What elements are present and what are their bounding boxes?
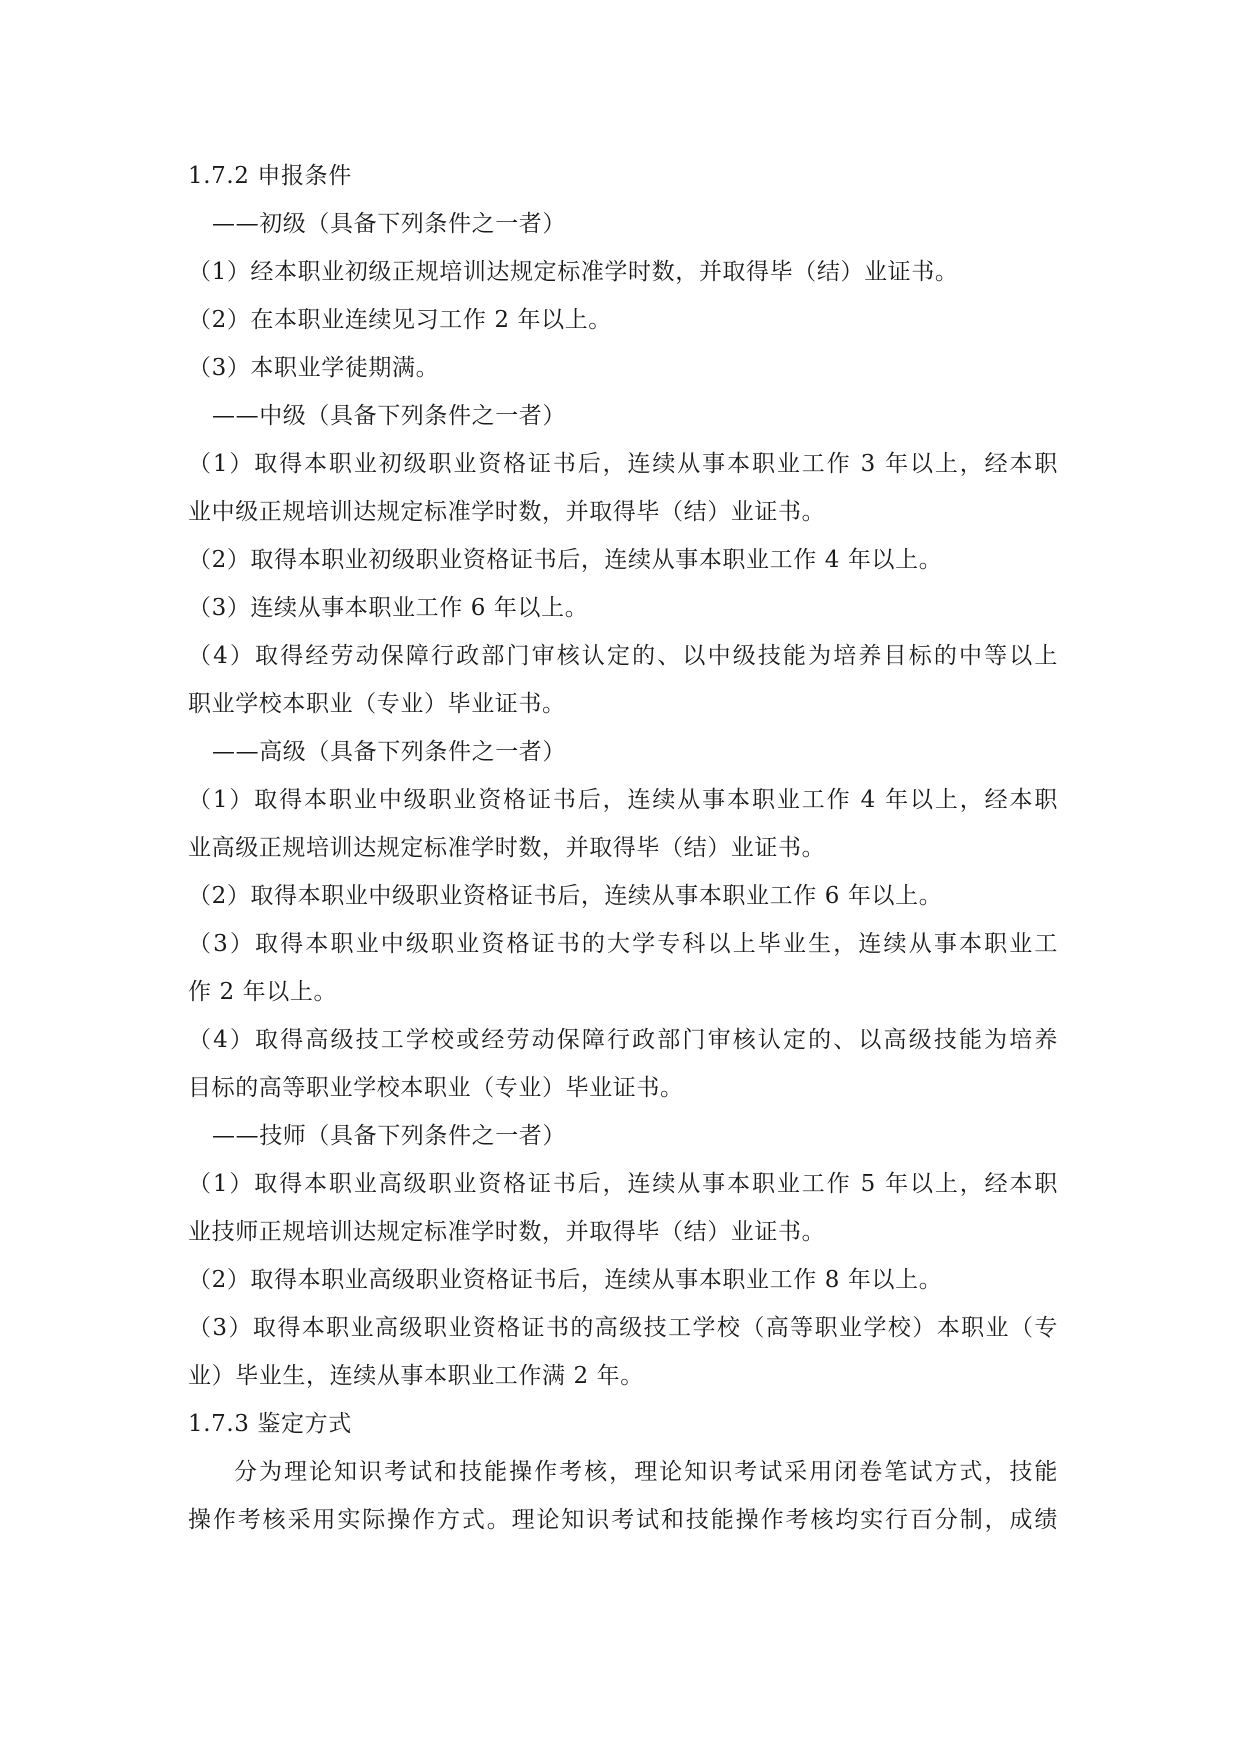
technician-condition-3-line-2: 业）毕业生，连续从事本职业工作满 2 年。 bbox=[188, 1363, 644, 1389]
intermediate-condition-2: （2）取得本职业初级职业资格证书后，连续从事本职业工作 4 年以上。 bbox=[188, 547, 943, 573]
level-heading-junior: ——初级（具备下列条件之一者） bbox=[212, 211, 566, 237]
intermediate-condition-3: （3）连续从事本职业工作 6 年以上。 bbox=[188, 595, 589, 621]
technician-condition-1-line-1: （1）取得本职业高级职业资格证书后，连续从事本职业工作 5 年以上，经本职 bbox=[188, 1171, 1058, 1197]
senior-condition-3-line-1: （3）取得本职业中级职业资格证书的大学专科以上毕业生，连续从事本职业工 bbox=[188, 931, 1058, 957]
senior-condition-2: （2）取得本职业中级职业资格证书后，连续从事本职业工作 6 年以上。 bbox=[188, 883, 943, 909]
intermediate-condition-1-line-1: （1）取得本职业初级职业资格证书后，连续从事本职业工作 3 年以上，经本职 bbox=[188, 451, 1058, 477]
senior-condition-3-line-2: 作 2 年以上。 bbox=[188, 979, 338, 1005]
junior-condition-3: （3）本职业学徒期满。 bbox=[188, 355, 440, 381]
assessment-paragraph-line-1: 分为理论知识考试和技能操作考核，理论知识考试采用闭卷笔试方式，技能 bbox=[234, 1459, 1058, 1485]
intermediate-condition-4-line-1: （4）取得经劳动保障行政部门审核认定的、以中级技能为培养目标的中等以上 bbox=[188, 643, 1058, 669]
section-heading-1-7-3: 1.7.3 鉴定方式 bbox=[188, 1411, 352, 1437]
assessment-paragraph-line-2: 操作考核采用实际操作方式。理论知识考试和技能操作考核均实行百分制，成绩 bbox=[188, 1507, 1058, 1533]
technician-condition-1-line-2: 业技师正规培训达规定标准学时数，并取得毕（结）业证书。 bbox=[188, 1219, 826, 1245]
document-page bbox=[188, 152, 1058, 1544]
junior-condition-1: （1）经本职业初级正规培训达规定标准学时数，并取得毕（结）业证书。 bbox=[188, 259, 959, 285]
level-heading-intermediate: ——中级（具备下列条件之一者） bbox=[212, 403, 566, 429]
level-heading-technician: ——技师（具备下列条件之一者） bbox=[212, 1123, 566, 1149]
senior-condition-4-line-1: （4）取得高级技工学校或经劳动保障行政部门审核认定的、以高级技能为培养 bbox=[188, 1027, 1058, 1053]
technician-condition-2: （2）取得本职业高级职业资格证书后，连续从事本职业工作 8 年以上。 bbox=[188, 1267, 943, 1293]
level-heading-senior: ——高级（具备下列条件之一者） bbox=[212, 739, 566, 765]
section-heading-1-7-2: 1.7.2 申报条件 bbox=[188, 163, 352, 189]
senior-condition-1-line-1: （1）取得本职业中级职业资格证书后，连续从事本职业工作 4 年以上，经本职 bbox=[188, 787, 1058, 813]
junior-condition-2: （2）在本职业连续见习工作 2 年以上。 bbox=[188, 307, 612, 333]
senior-condition-4-line-2: 目标的高等职业学校本职业（专业）毕业证书。 bbox=[188, 1075, 684, 1101]
technician-condition-3-line-1: （3）取得本职业高级职业资格证书的高级技工学校（高等职业学校）本职业（专 bbox=[188, 1315, 1058, 1341]
intermediate-condition-1-line-2: 业中级正规培训达规定标准学时数，并取得毕（结）业证书。 bbox=[188, 499, 826, 525]
senior-condition-1-line-2: 业高级正规培训达规定标准学时数，并取得毕（结）业证书。 bbox=[188, 835, 826, 861]
intermediate-condition-4-line-2: 职业学校本职业（专业）毕业证书。 bbox=[188, 691, 566, 717]
